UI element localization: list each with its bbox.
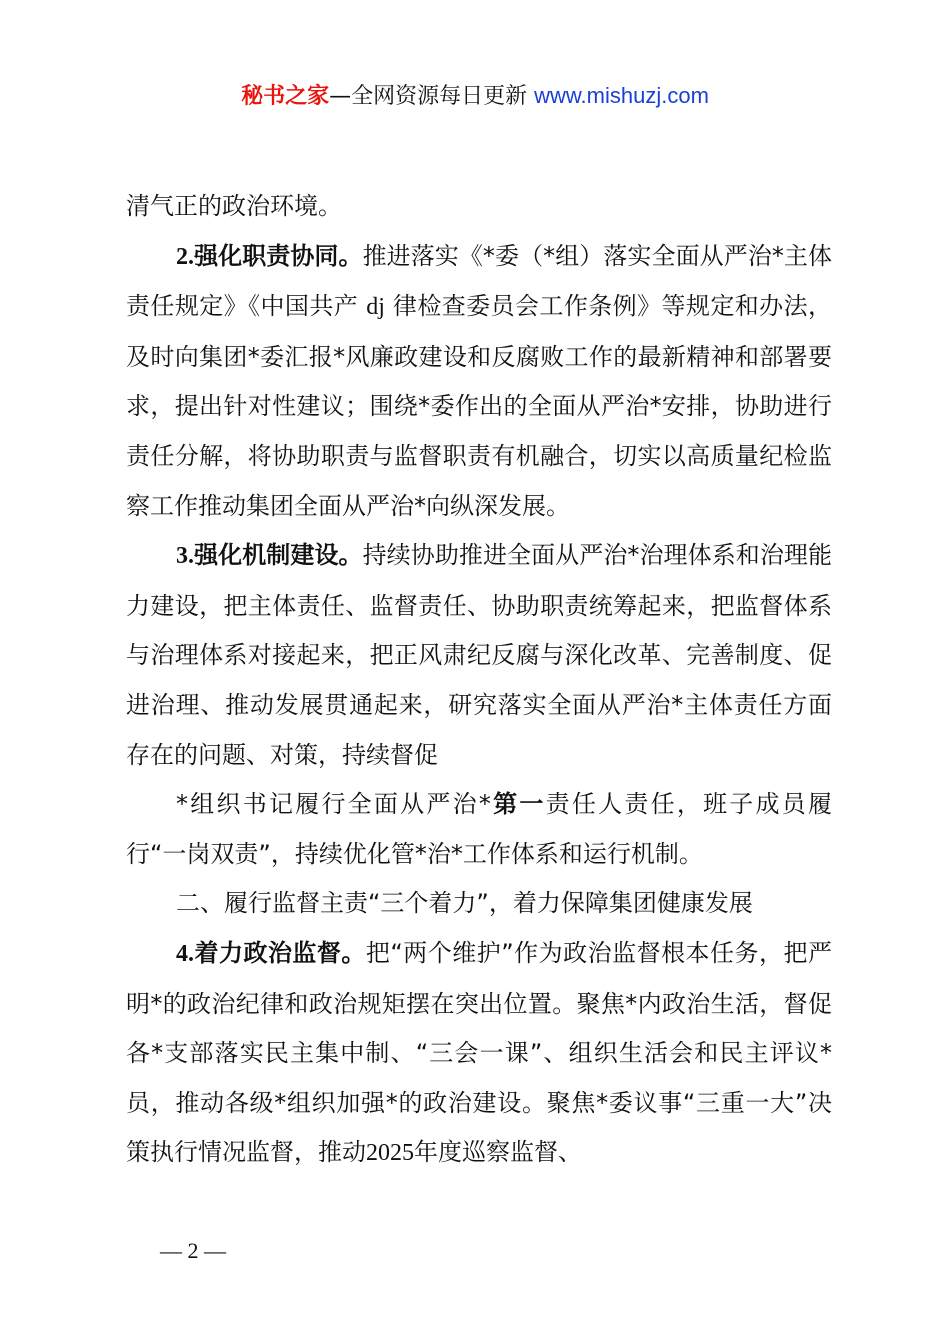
site-header [0,80,950,113]
paragraph-text: 把“两个维护”作为政治监督根本任务，把严明*的政治纪律和政治规矩摆在突出位置。聚焦*内政治生活，督促各*支部落实民主集中制、“三会一课”、组织生活会和民主评议*员，推动各级*组织加强*的政治建设。聚焦*委议事“三重一大”决策执行情况监督，推动 [126,938,832,1167]
paragraph [126,531,832,780]
paragraph [126,182,832,232]
emphasis-text: 第一 [490,790,546,819]
year-text: 2025 [366,1140,414,1167]
section-heading-text: 二、履行监督主责“三个着力”，着力保障集团健康发展 [176,889,753,918]
paragraph [126,232,832,532]
paragraph-text: 年度巡察监督、 [414,1138,582,1167]
item-number: 3. [176,543,194,570]
paragraph-text: 责任人责任，班子成员履行“一岗双责”，持续优化管*治*工作体系和运行机制。 [126,790,833,868]
site-brand: 秘书之家 [241,84,330,109]
page-number: — 2 — [160,1238,226,1263]
item-number: 4. [176,940,194,967]
paragraph-text: 持续协助推进全面从严治*治理体系和治理能力建设，把主体责任、监督责任、协助职责统筹起来，把监督体系与治理体系对接起来，把正风肃纪反腐与深化改革、完善制度、促进治理、推动发展贯通起来，研究落实全面从严治*主体责任方面存在的问题、对策，持续督促 [126,541,832,769]
item-number: 2. [176,243,194,270]
paragraph-text: *组织书记履行全面从严治* [176,790,491,819]
section-heading [126,879,832,929]
document-body [126,182,832,1179]
paragraph [126,929,832,1179]
site-url-link[interactable]: www.mishuzj.com [534,83,709,108]
paragraph-text: 律检查委员会工作条例》等规定和办法，及时向集团*委汇报*风廉政建设和反腐败工作的最新精神和部署要求，提出针对性建议；围绕*委作出的全面从严治*安排，协助进行责任分解，将协助职责与监督职责有机融合，切实以高质量纪检监察工作推动集团全面从严治*向纵深发展。 [126,292,832,520]
item-heading: 着力政治监督。 [194,938,366,967]
site-slogan: —全网资源每日更新 [329,84,528,109]
paragraph-text: 推进落实《*委（*组）落实全面从严治*主体责任规定》《中国共产 [126,241,833,321]
paragraph [126,780,832,879]
item-heading: 强化机制建设。 [194,541,363,570]
item-heading: 强化职责协同。 [194,241,363,270]
paragraph-text: 清气正的政治环境。 [126,192,342,220]
paragraph-text: dj [366,294,385,321]
